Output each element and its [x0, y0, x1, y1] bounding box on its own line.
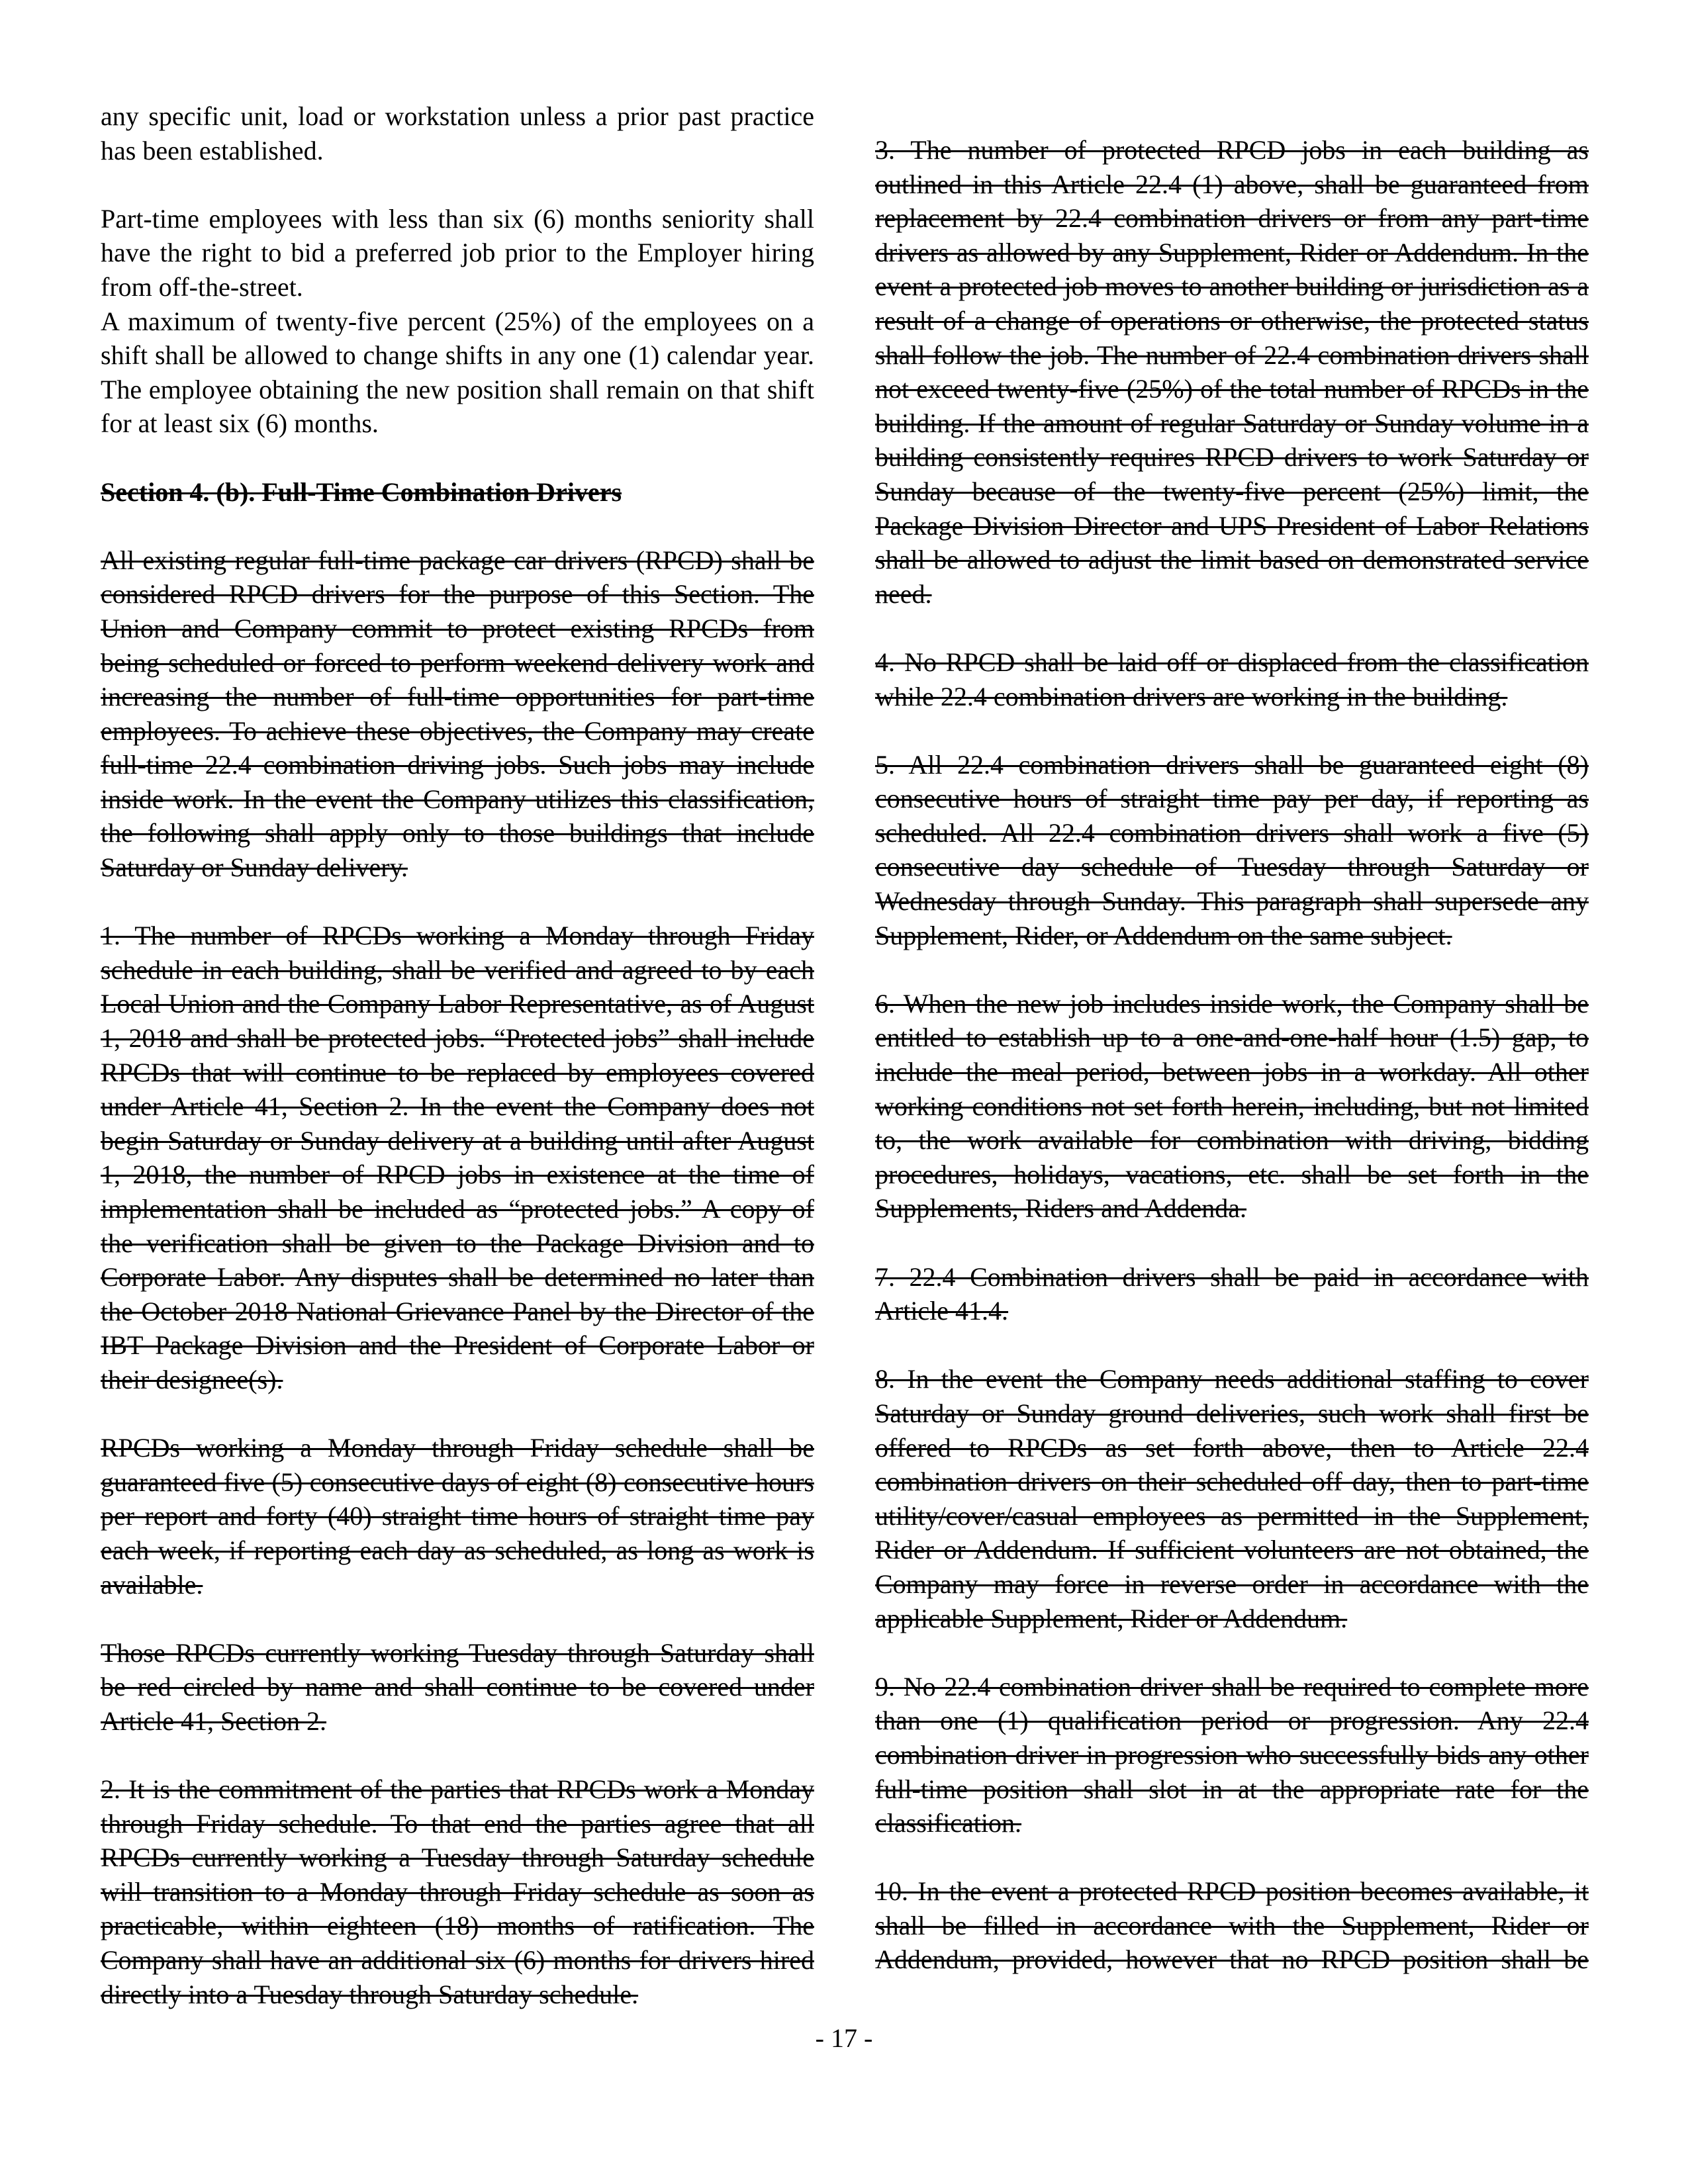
paragraph-item-1: 1. The number of RPCDs working a Monday through Friday schedule in each building, shall be verified and agreed to by each Local Union and the Company Labor Representative, as of August 1, 2018 and shall be protected jobs. “Protected jobs” shall include RPCDs that will continue to be replaced by employees covered under Article 41, Section 2. In the event the Company does not begin Saturday or Sunday delivery at a building until after August 1, 2018, the number of RPCD jobs in existence at the time of implementation shall be included as “protected jobs.” A copy of the verification shall be given to the Package Division and to Corporate Labor. Any disputes shall be determined no later than the October 2018 National Grievance Panel by the Director of the IBT Package Division and the President of Corporate Labor or their designee(s). — [101, 921, 814, 1394]
paragraph-item-3: 3. The number of protected RPCD jobs in each building as outlined in this Article 22.4 (1) above, shall be guaranteed from replacement by 22.4 combination drivers or from any part-time drivers as allowed by any Supplement, Rider or Addendum. In the event a protected job moves to another building or jurisdiction as a result of a change of operations or otherwise, the protected status shall follow the job. The number of 22.4 combination drivers shall not exceed twenty-five (25%) of the total number of RPCDs in the building. If the amount of regular Saturday or Sunday volume in a building consistently requires RPCD drivers to work Saturday or Sunday because of the twenty-five percent (25%) limit, the Package Division Director and UPS President of Labor Relations shall be allowed to adjust the limit based on demonstrated service need. — [875, 135, 1589, 609]
paragraph-item-7: 7. 22.4 Combination drivers shall be paid in accordance with Article 41.4. — [875, 1261, 1589, 1326]
paragraph-part-time-bid: Part-time employees with less than six (6) months seniority shall have the right to bid a preferred job prior to the Employer hiring from off-the-street. — [101, 203, 814, 302]
paragraph-item-5: 5. All 22.4 combination drivers shall be guaranteed eight (8) consecutive hours of straight time pay per day, if reporting as scheduled. All 22.4 combination drivers shall work a five (5) consecutive day schedule of Tuesday through Saturday or Wednesday through Sunday. This paragraph shall supersede any Supplement, Rider, or Addendum on the same subject. — [875, 749, 1589, 950]
paragraph-item-6: 6. When the new job includes inside work, the Company shall be entitled to establish up to a one-and-one-half hour (1.5) gap, to include the meal period, between jobs in a workday. All other working conditions not set forth herein, including, but not limited to, the work available for combination with driving, bidding procedures, holidays, vacations, etc. shall be set forth in the Supplements, Riders and Addenda. — [875, 988, 1589, 1224]
paragraph-item-8: 8. In the event the Company needs additional staffing to cover Saturday or Sunday ground deliveries, such work shall first be offered to RPCDs as set forth above, then to Article 22.4 combination drivers on their scheduled off day, then to part-time utility/cover/casual employees as permitted in the Supplement, Rider or Addendum. If sufficient volunteers are not obtained, the Company may force in reverse order in accordance with the applicable Supplement, Rider or Addendum. — [875, 1364, 1589, 1633]
paragraph-shift-change-limit: A maximum of twenty-five percent (25%) of the employees on a shift shall be allowed to change shifts in any one (1) calendar year. The employee obtaining the new position shall remain on that shift for at least six (6) months. — [101, 306, 814, 439]
section-heading-combination-drivers: Section 4. (b). Full-Time Combination Drivers — [101, 477, 622, 507]
right-column — [875, 133, 1589, 1977]
left-column — [101, 99, 814, 2011]
paragraph-rpcd-guarantee: RPCDs working a Monday through Friday schedule shall be guaranteed five (5) consecutive days of eight (8) consecutive hours per report and forty (40) straight time hours of straight time pay each week, if reporting each day as scheduled, as long as work is available. — [101, 1433, 814, 1600]
paragraph-rpcd-intro: All existing regular full-time package car drivers (RPCD) shall be considered RPCD drivers for the purpose of this Section. The Union and Company commit to protect existing RPCDs from being scheduled or forced to perform weekend delivery work and increasing the number of full-time opportunities for part-time employees. To achieve these objectives, the Company may create full-time 22.4 combination driving jobs. Such jobs may include inside work. In the event the Company utilizes this classification, the following shall apply only to those buildings that include Saturday or Sunday delivery. — [101, 545, 814, 883]
paragraph-item-4: 4. No RPCD shall be laid off or displaced from the classification while 22.4 combination drivers are working in the building. — [875, 647, 1589, 711]
paragraph-red-circled: Those RPCDs currently working Tuesday through Saturday shall be red circled by name and shall continue to be covered under Article 41, Section 2. — [101, 1637, 814, 1736]
paragraph-item-10: 10. In the event a protected RPCD position becomes available, it shall be filled in accordance with the Supplement, Rider or Addendum, provided, however that no RPCD position shall be — [875, 1876, 1589, 1975]
paragraph-workstation-past-practice: any specific unit, load or workstation unless a prior past practice has been established. — [101, 101, 814, 165]
page-number: - 17 - — [815, 2023, 873, 2053]
paragraph-item-9: 9. No 22.4 combination driver shall be required to complete more than one (1) qualification period or progression. Any 22.4 combination driver in progression who successfully bids any other full-time position shall slot in at the appropriate rate for the classification. — [875, 1671, 1589, 1839]
paragraph-item-2: 2. It is the commitment of the parties that RPCDs work a Monday through Friday schedule. To that end the parties agree that all RPCDs currently working a Tuesday through Saturday schedule will transition to a Monday through Friday schedule as soon as practicable, within eighteen (18) months of ratification. The Company shall have an additional six (6) months for drivers hired directly into a Tuesday through Saturday schedule. — [101, 1774, 814, 2009]
